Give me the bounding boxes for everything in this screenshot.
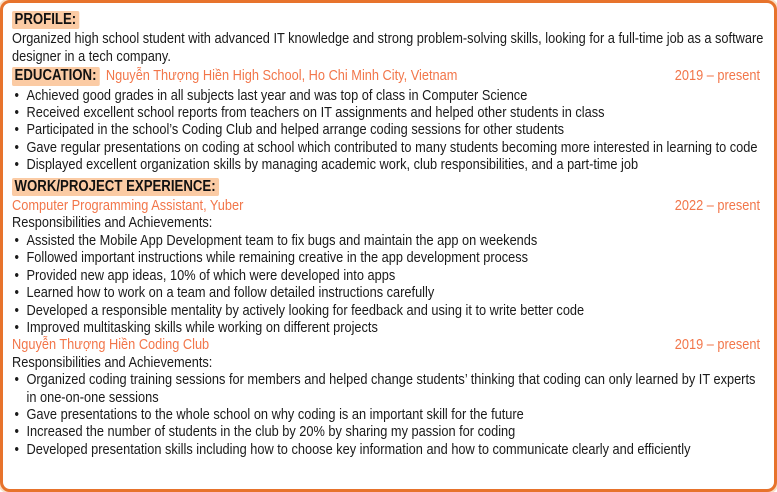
list-item: • Developed presentation skills including how to choose key information and how to communicate clearly and efficiently xyxy=(12,441,770,458)
work-entry-title: Computer Programming Assistant, Yuber xyxy=(12,197,244,215)
list-item: • Gave presentations to the whole school on why coding is an important skill for the future xyxy=(12,406,770,423)
list-item: • Followed important instructions while remaining creative in the app development process xyxy=(12,249,770,266)
work-heading: WORK/PROJECT EXPERIENCE: xyxy=(12,178,219,196)
work-entry-dates: 2022 – present xyxy=(674,197,761,215)
list-item: • Learned how to work on a team and follow detailed instructions carefully xyxy=(12,284,770,301)
education-dates: 2019 – present xyxy=(674,67,761,85)
list-item: • Increased the number of students in the club by 20% by sharing my passion for coding xyxy=(12,423,770,440)
list-item: • Developed a responsible mentality by actively looking for feedback and using it to write better code xyxy=(12,302,770,319)
work-entry-subheading: Responsibilities and Achievements: xyxy=(12,214,213,232)
work-entry-title: Nguyễn Thượng Hiền Coding Club xyxy=(12,336,210,354)
list-item: • Assisted the Mobile App Development team to fix bugs and maintain the app on weekends xyxy=(12,232,770,249)
list-item: • Participated in the school’s Coding Club and helped arrange coding sessions for other students xyxy=(12,121,770,138)
education-school-name: Nguyễn Thượng Hiền High School, Ho Chi Minh City, Vietnam xyxy=(105,67,458,85)
profile-section-header xyxy=(12,11,770,29)
list-item: • Achieved good grades in all subjects last year and was top of class in Computer Science xyxy=(12,87,770,104)
education-bullet-list xyxy=(12,87,770,174)
work-entry-header-row xyxy=(12,197,770,214)
profile-heading: PROFILE: xyxy=(12,11,80,29)
list-item: • Displayed excellent organization skills by managing academic work, club responsibilities, and a part-time job xyxy=(12,156,770,173)
work-entry-bullet-list xyxy=(12,232,770,336)
resume-content xyxy=(12,9,770,458)
work-entry-header-row xyxy=(12,336,770,353)
profile-paragraph: Organized high school student with advanced IT knowledge and strong problem-solving skills, looking for a full-time job as a software designer in a tech company. xyxy=(12,30,764,65)
list-item: • Improved multitasking skills while working on different projects xyxy=(12,319,770,336)
work-section-header xyxy=(12,178,770,196)
list-item: • Provided new app ideas, 10% of which were developed into apps xyxy=(12,267,770,284)
list-item: • Received excellent school reports from teachers on IT assignments and helped other students in class xyxy=(12,104,770,121)
work-entry-dates: 2019 – present xyxy=(674,336,761,354)
work-entry-subheading: Responsibilities and Achievements: xyxy=(12,353,213,371)
education-header-row xyxy=(12,67,770,85)
list-item: • Organized coding training sessions for members and helped change students’ thinking that coding can only learned by IT experts in one-on-one sessions xyxy=(12,371,770,406)
education-heading: EDUCATION: xyxy=(12,67,100,85)
list-item: • Gave regular presentations on coding at school which contributed to many students becoming more interested in learning to code xyxy=(12,139,770,156)
work-entry-bullet-list xyxy=(12,371,770,458)
